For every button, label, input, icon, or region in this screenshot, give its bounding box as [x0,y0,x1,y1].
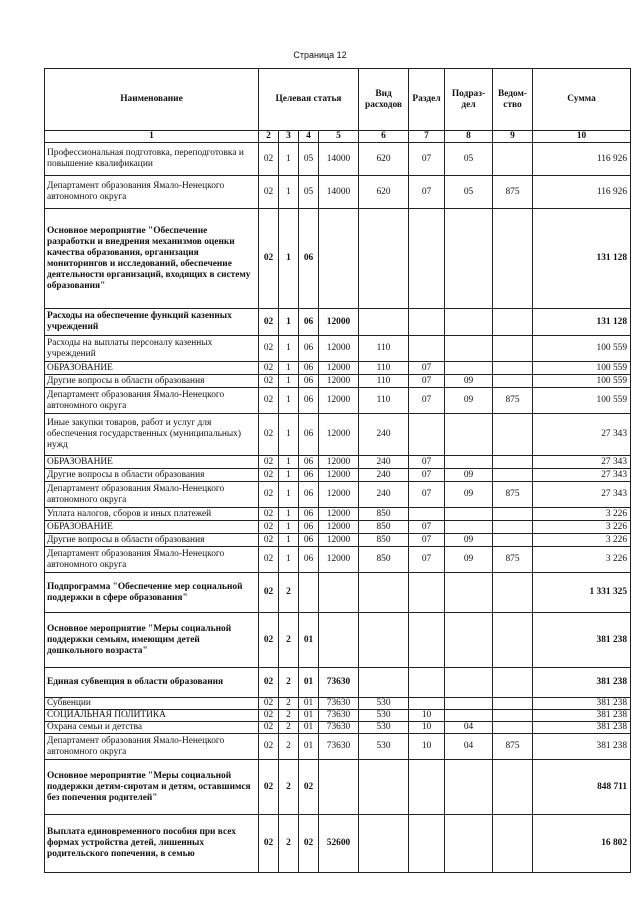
row-podrazdel: 09 [445,534,493,547]
row-code-a: 02 [259,143,279,176]
table-row [45,209,631,309]
row-sum: 131 128 [533,209,631,309]
row-sum: 381 238 [533,710,631,722]
row-name: Другие вопросы в области образования [45,469,259,482]
row-podrazdel: 04 [445,722,493,734]
row-vid: 850 [359,534,409,547]
row-code-c: 06 [299,469,319,482]
table-row [45,722,631,734]
row-code-b: 2 [279,573,299,613]
row-code-a: 02 [259,547,279,573]
row-vedomstvo [493,143,533,176]
row-code-c: 05 [299,143,319,176]
row-vid [359,760,409,815]
header-razdel: Раздел [409,69,445,131]
col-number: 10 [533,131,631,143]
row-name: Уплата налогов, сборов и иных платежей [45,508,259,521]
row-code-a: 02 [259,414,279,456]
row-code-a: 02 [259,698,279,710]
row-sum: 381 238 [533,734,631,760]
header-target: Целевая статья [259,69,359,131]
row-podrazdel: 09 [445,547,493,573]
row-code-d: 12000 [319,547,359,573]
row-vid: 110 [359,375,409,388]
row-vedomstvo [493,336,533,362]
row-vid: 530 [359,734,409,760]
row-name: Основное мероприятие "Меры социальной поддержки семьям, имеющим детей дошкольного возраста" [45,613,259,668]
row-name: Основное мероприятие "Обеспечение разработки и внедрения механизмов оценки качества образования, организация мониторингов и исследований, обеспечение деятельности организаций, входящих в систему образования" [45,209,259,309]
row-podrazdel: 05 [445,176,493,209]
column-numbers-row [45,131,631,143]
row-sum: 3 226 [533,521,631,534]
row-podrazdel [445,698,493,710]
row-code-a: 02 [259,710,279,722]
row-code-c: 06 [299,547,319,573]
row-code-a: 02 [259,815,279,873]
row-razdel [409,508,445,521]
row-vedomstvo [493,456,533,469]
row-vedomstvo: 875 [493,547,533,573]
header-vid: Вид расходов [359,69,409,131]
row-code-d: 12000 [319,508,359,521]
row-vid: 110 [359,362,409,375]
row-code-a: 02 [259,760,279,815]
table-row [45,613,631,668]
row-code-d: 52600 [319,815,359,873]
row-vedomstvo [493,414,533,456]
row-name: Расходы на обеспечение функций казенных учреждений [45,309,259,336]
table-row [45,734,631,760]
header-podrazdel: Подраз-дел [445,69,493,131]
row-code-c: 01 [299,698,319,710]
row-code-a: 02 [259,573,279,613]
row-code-c: 06 [299,362,319,375]
row-razdel: 07 [409,176,445,209]
row-code-c: 06 [299,414,319,456]
row-code-b: 1 [279,143,299,176]
row-name: Департамент образования Ямало-Ненецкого автономного округа [45,734,259,760]
row-vid: 850 [359,521,409,534]
row-razdel [409,760,445,815]
row-code-c: 01 [299,722,319,734]
row-vid: 110 [359,336,409,362]
row-vid: 620 [359,143,409,176]
row-name: Департамент образования Ямало-Ненецкого автономного округа [45,176,259,209]
row-code-a: 02 [259,362,279,375]
row-code-a: 02 [259,309,279,336]
row-name: Единая субвенция в области образования [45,668,259,698]
col-number: 7 [409,131,445,143]
row-code-d: 14000 [319,176,359,209]
row-podrazdel: 09 [445,469,493,482]
row-code-a: 02 [259,668,279,698]
row-code-a: 02 [259,534,279,547]
row-vedomstvo [493,815,533,873]
row-vid [359,209,409,309]
row-razdel: 07 [409,521,445,534]
row-code-a: 02 [259,388,279,414]
row-code-b: 1 [279,309,299,336]
row-sum: 1 331 325 [533,573,631,613]
row-sum: 381 238 [533,722,631,734]
row-vid: 620 [359,176,409,209]
row-sum: 100 559 [533,362,631,375]
row-code-a: 02 [259,508,279,521]
row-name: Иные закупки товаров, работ и услуг для обеспечения государственных (муниципальных) нужд [45,414,259,456]
row-vedomstvo [493,573,533,613]
col-number: 2 [259,131,279,143]
row-razdel: 07 [409,456,445,469]
row-code-d: 73630 [319,710,359,722]
row-vid [359,815,409,873]
row-code-b: 1 [279,469,299,482]
row-code-c: 06 [299,309,319,336]
row-podrazdel [445,508,493,521]
col-number: 5 [319,131,359,143]
row-podrazdel [445,710,493,722]
row-vid [359,613,409,668]
row-podrazdel [445,309,493,336]
row-name: Другие вопросы в области образования [45,534,259,547]
row-name: Выплата единовременного пособия при всех формах устройства детей, лишенных родительского попечения, в семью [45,815,259,873]
row-podrazdel [445,209,493,309]
row-sum: 16 802 [533,815,631,873]
table-row [45,815,631,873]
row-vedomstvo [493,668,533,698]
row-vedomstvo: 875 [493,388,533,414]
col-number: 6 [359,131,409,143]
table-row [45,309,631,336]
row-name: ОБРАЗОВАНИЕ [45,456,259,469]
row-code-c: 02 [299,760,319,815]
row-vedomstvo [493,209,533,309]
row-code-d: 12000 [319,482,359,508]
row-code-d: 73630 [319,668,359,698]
table-row [45,388,631,414]
row-code-b: 1 [279,362,299,375]
row-sum: 100 559 [533,388,631,414]
row-code-d: 12000 [319,388,359,414]
row-podrazdel: 05 [445,143,493,176]
row-code-c: 06 [299,482,319,508]
row-vedomstvo [493,710,533,722]
row-vedomstvo: 875 [493,482,533,508]
header-summa: Сумма [533,69,631,131]
row-code-c: 06 [299,209,319,309]
row-code-c: 02 [299,815,319,873]
row-sum: 3 226 [533,534,631,547]
header-row [45,69,631,131]
row-podrazdel [445,668,493,698]
row-code-b: 1 [279,521,299,534]
row-code-b: 2 [279,698,299,710]
row-code-b: 1 [279,482,299,508]
row-code-a: 02 [259,336,279,362]
row-sum: 27 343 [533,414,631,456]
row-code-d: 12000 [319,469,359,482]
table-row [45,414,631,456]
row-razdel [409,573,445,613]
row-sum: 100 559 [533,375,631,388]
row-code-d: 73630 [319,734,359,760]
row-podrazdel: 09 [445,375,493,388]
row-code-a: 02 [259,722,279,734]
row-code-d [319,209,359,309]
row-code-d: 73630 [319,722,359,734]
row-code-d [319,573,359,613]
row-name: ОБРАЗОВАНИЕ [45,521,259,534]
row-sum: 116 926 [533,143,631,176]
col-number: 1 [45,131,259,143]
table-row [45,482,631,508]
row-code-b: 1 [279,375,299,388]
row-vedomstvo: 875 [493,176,533,209]
row-vid [359,668,409,698]
row-code-b: 1 [279,414,299,456]
row-name: СОЦИАЛЬНАЯ ПОЛИТИКА [45,710,259,722]
row-vid: 530 [359,698,409,710]
row-razdel: 07 [409,375,445,388]
row-sum: 381 238 [533,698,631,710]
row-name: Расходы на выплаты персоналу казенных учреждений [45,336,259,362]
row-vid: 240 [359,482,409,508]
row-sum: 116 926 [533,176,631,209]
row-sum: 381 238 [533,668,631,698]
row-code-c: 06 [299,534,319,547]
row-code-a: 02 [259,209,279,309]
row-code-a: 02 [259,521,279,534]
row-podrazdel [445,815,493,873]
row-code-c: 06 [299,336,319,362]
row-code-c [299,573,319,613]
row-vid [359,573,409,613]
table-row [45,547,631,573]
row-code-d: 12000 [319,534,359,547]
row-vedomstvo [493,362,533,375]
row-podrazdel [445,521,493,534]
table-row [45,698,631,710]
row-code-b: 1 [279,534,299,547]
header-vedomstvo: Ведом-ство [493,69,533,131]
row-vedomstvo [493,508,533,521]
row-podrazdel: 04 [445,734,493,760]
row-razdel: 07 [409,482,445,508]
row-vid: 110 [359,388,409,414]
row-name: ОБРАЗОВАНИЕ [45,362,259,375]
row-code-c: 06 [299,456,319,469]
row-code-a: 02 [259,456,279,469]
row-code-b: 2 [279,668,299,698]
row-razdel [409,336,445,362]
row-vid: 240 [359,469,409,482]
row-code-b: 2 [279,760,299,815]
row-razdel: 10 [409,710,445,722]
row-razdel [409,698,445,710]
col-number: 3 [279,131,299,143]
row-code-b: 1 [279,547,299,573]
row-code-b: 2 [279,613,299,668]
col-number: 9 [493,131,533,143]
table-row [45,336,631,362]
row-podrazdel: 09 [445,482,493,508]
row-code-b: 2 [279,815,299,873]
row-vedomstvo [493,469,533,482]
row-sum: 3 226 [533,547,631,573]
row-razdel [409,668,445,698]
row-razdel [409,613,445,668]
row-name: Профессиональная подготовка, переподготовка и повышение квалификации [45,143,259,176]
row-vedomstvo [493,613,533,668]
row-vedomstvo [493,698,533,710]
row-code-b: 2 [279,710,299,722]
row-vedomstvo [493,534,533,547]
row-vid: 850 [359,547,409,573]
row-code-c: 01 [299,668,319,698]
row-code-b: 1 [279,336,299,362]
row-code-c: 06 [299,521,319,534]
col-number: 8 [445,131,493,143]
row-code-d [319,760,359,815]
row-razdel [409,815,445,873]
table-row [45,508,631,521]
row-code-b: 1 [279,176,299,209]
row-sum: 27 343 [533,482,631,508]
row-podrazdel [445,362,493,375]
row-razdel [409,309,445,336]
row-razdel: 07 [409,534,445,547]
row-code-d [319,613,359,668]
row-code-d: 73630 [319,698,359,710]
row-vid [359,309,409,336]
row-podrazdel [445,456,493,469]
row-podrazdel [445,613,493,668]
header-name: Наименование [45,69,259,131]
table-row [45,521,631,534]
row-code-d: 12000 [319,414,359,456]
row-razdel: 07 [409,388,445,414]
row-code-c: 06 [299,388,319,414]
row-code-a: 02 [259,734,279,760]
row-podrazdel [445,760,493,815]
row-vedomstvo [493,309,533,336]
row-code-d: 12000 [319,456,359,469]
row-vid: 850 [359,508,409,521]
table-row [45,573,631,613]
row-podrazdel: 09 [445,388,493,414]
row-code-a: 02 [259,375,279,388]
table-row [45,534,631,547]
row-code-b: 1 [279,209,299,309]
row-sum: 381 238 [533,613,631,668]
table-row [45,143,631,176]
row-razdel: 07 [409,547,445,573]
row-code-c: 01 [299,734,319,760]
row-podrazdel [445,414,493,456]
row-code-b: 1 [279,508,299,521]
row-name: Департамент образования Ямало-Ненецкого автономного округа [45,388,259,414]
row-sum: 27 343 [533,469,631,482]
table-row [45,456,631,469]
row-code-a: 02 [259,613,279,668]
row-code-d: 12000 [319,309,359,336]
row-sum: 3 226 [533,508,631,521]
row-code-a: 02 [259,176,279,209]
row-sum: 27 343 [533,456,631,469]
row-code-b: 2 [279,722,299,734]
row-name: Основное мероприятие "Меры социальной поддержки детям-сиротам и детям, оставшимся без попечения родителей" [45,760,259,815]
row-razdel [409,209,445,309]
row-vid: 530 [359,710,409,722]
row-name: Субвенции [45,698,259,710]
row-name: Охрана семьи и детства [45,722,259,734]
row-sum: 848 711 [533,760,631,815]
table-row [45,176,631,209]
row-code-c: 06 [299,375,319,388]
budget-table [44,68,631,873]
row-razdel [409,414,445,456]
row-razdel: 10 [409,722,445,734]
row-vedomstvo [493,760,533,815]
row-razdel: 07 [409,143,445,176]
row-vedomstvo [493,375,533,388]
table-row [45,760,631,815]
row-code-c: 01 [299,613,319,668]
row-vid: 530 [359,722,409,734]
row-name: Департамент образования Ямало-Ненецкого автономного округа [45,482,259,508]
row-vedomstvo [493,521,533,534]
row-vedomstvo: 875 [493,734,533,760]
row-sum: 100 559 [533,336,631,362]
row-code-b: 2 [279,734,299,760]
row-razdel: 10 [409,734,445,760]
row-code-b: 1 [279,388,299,414]
row-code-c: 06 [299,508,319,521]
row-name: Департамент образования Ямало-Ненецкого автономного округа [45,547,259,573]
row-razdel: 07 [409,362,445,375]
table-row [45,469,631,482]
row-name: Подпрограмма "Обеспечение мер социальной поддержки в сфере образования" [45,573,259,613]
table-row [45,375,631,388]
row-code-c: 05 [299,176,319,209]
row-code-c: 01 [299,710,319,722]
row-podrazdel [445,336,493,362]
row-sum: 131 128 [533,309,631,336]
row-vedomstvo [493,722,533,734]
row-code-d: 12000 [319,362,359,375]
row-razdel: 07 [409,469,445,482]
row-code-d: 12000 [319,375,359,388]
page-title: Страница 12 [293,50,347,60]
col-number: 4 [299,131,319,143]
row-code-d: 12000 [319,521,359,534]
row-podrazdel [445,573,493,613]
row-code-a: 02 [259,469,279,482]
table-row [45,710,631,722]
row-name: Другие вопросы в области образования [45,375,259,388]
table-row [45,668,631,698]
row-code-d: 12000 [319,336,359,362]
row-code-b: 1 [279,456,299,469]
row-code-a: 02 [259,482,279,508]
row-vid: 240 [359,456,409,469]
table-row [45,362,631,375]
row-vid: 240 [359,414,409,456]
row-code-d: 14000 [319,143,359,176]
